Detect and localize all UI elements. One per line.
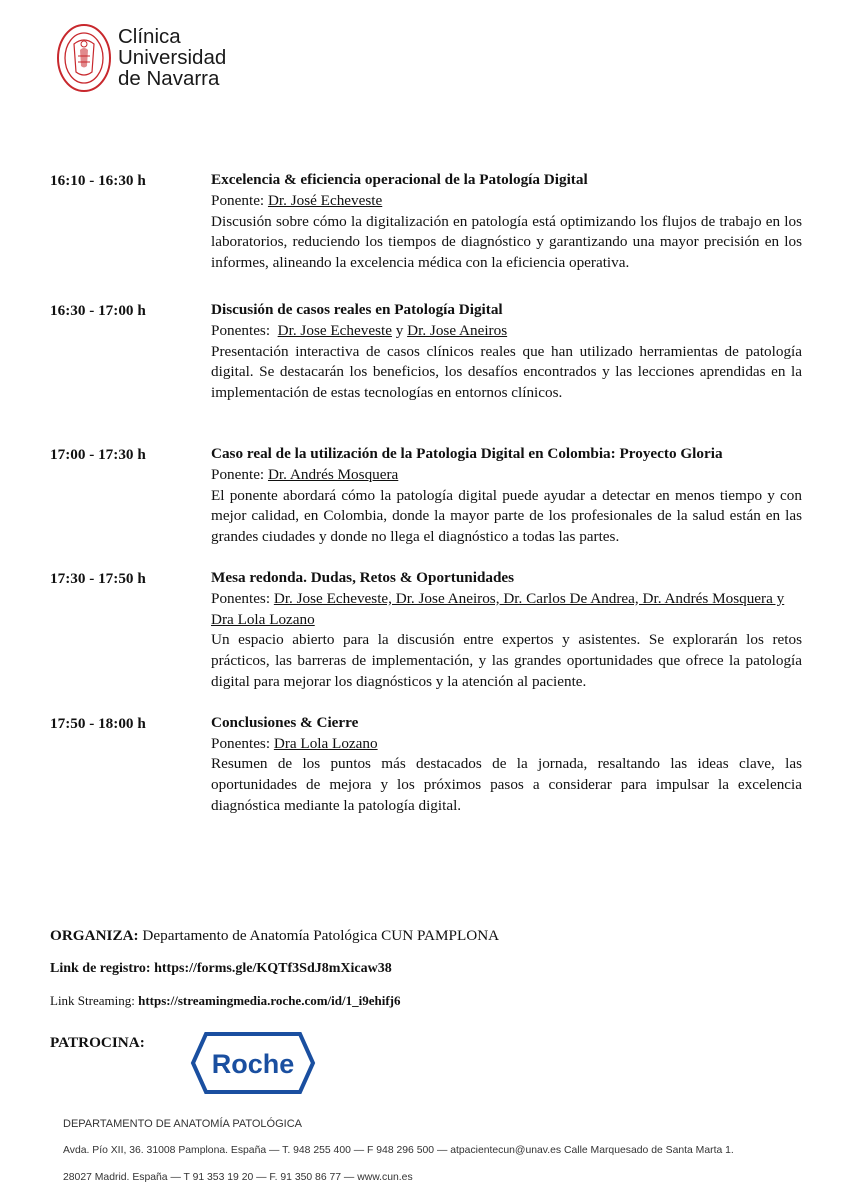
session-description: Discusión sobre cómo la digitalización en patología está optimizando los flujos de trabajo en los laboratorios, reduciendo los tiempos de diagnóstico y garantizando una mayor precisión en los informes, alineando la excelencia médica con la eficiencia operativa. bbox=[211, 212, 802, 272]
session-description: Resumen de los puntos más destacados de la jornada, resaltando las ideas clave, las oportunidades de mejora y los próximos pasos a considerar para impulsar la excelencia diagnóstica mediante la patología digital. bbox=[211, 755, 802, 814]
session-description: Presentación interactiva de casos clínicos reales que han utilizado herramientas de patología digital. Se destacarán los beneficios, los desafíos encontrados y las lecciones aprendidas en la implementación de estas tecnologías en entornos clínicos. bbox=[211, 342, 802, 402]
speaker-link: Dr. Jose Aneiros bbox=[407, 321, 508, 339]
university-seal-icon bbox=[56, 22, 112, 94]
session-title: Caso real de la utilización de la Patologia Digital en Colombia: Proyecto Gloria bbox=[211, 444, 723, 462]
session-speakers: Ponentes: Dr. Jose Echeveste y Dr. Jose Aneiros bbox=[211, 321, 508, 339]
session-description: Un espacio abierto para la discusión entre expertos y asistentes. Se explorarán los retos prácticos, las barreras de implementación, y las grandes oportunidades que ofrece la patología digital para mejorar los diagnósticos y la atención al paciente. bbox=[211, 631, 802, 690]
streaming-link[interactable]: https://streamingmedia.roche.com/id/1_i9ehifj6 bbox=[134, 993, 401, 1008]
sponsor-label: PATROCINA: bbox=[50, 1034, 145, 1051]
session-title: Conclusiones & Cierre bbox=[211, 713, 359, 731]
speaker-link: Dr. Jose Echeveste, Dr. Jose Aneiros, Dr. Carlos De Andrea, Dr. Andrés Mosquera y Dra Lola Lozano bbox=[211, 589, 785, 628]
footer-department: DEPARTAMENTO DE ANATOMÍA PATOLÓGICA bbox=[63, 1118, 302, 1130]
session-speakers: Ponentes: Dra Lola Lozano bbox=[211, 734, 378, 752]
organizer-label: ORGANIZA: bbox=[50, 927, 139, 944]
registration-link[interactable]: https://forms.gle/KQTf3SdJ8mXicaw38 bbox=[150, 961, 392, 976]
footer-address-1: Avda. Pío XII, 36. 31008 Pamplona. España — T. 948 255 400 — F 948 296 500 — atpacientecun@unav.es Calle Marquesado de Santa Marta 1. bbox=[63, 1145, 734, 1156]
session-speakers: Ponente: Dr. Andrés Mosquera bbox=[211, 465, 399, 483]
session-title: Discusión de casos reales en Patología Digital bbox=[211, 300, 503, 318]
session-description: El ponente abordará cómo la patología digital puede ayudar a detectar en menos tiempo y con mejor calidad, en Colombia, donde la mayor parte de los profesionales de la salud están en las grandes ciudades y donde no llega el diagnóstico a todas las partes. bbox=[211, 486, 802, 546]
session-time: 16:10 - 16:30 h bbox=[50, 172, 146, 189]
session-time: 17:50 - 18:00 h bbox=[50, 714, 146, 732]
session-title: Mesa redonda. Dudas, Retos & Oportunidades bbox=[211, 568, 515, 586]
speaker-link: Dr. Andrés Mosquera bbox=[267, 465, 399, 483]
session-5 bbox=[50, 713, 802, 817]
session-speakers: Ponentes: Dr. Jose Echeveste, Dr. Jose Aneiros, Dr. Carlos De Andrea, Dr. Andrés Mosquera y Dra Lola Lozano bbox=[211, 589, 785, 628]
clinic-logo bbox=[56, 22, 316, 102]
session-3 bbox=[50, 444, 802, 548]
sponsor-name: Roche bbox=[211, 1049, 295, 1079]
speaker-link: Dra Lola Lozano bbox=[273, 734, 378, 752]
session-time: 17:30 - 17:50 h bbox=[50, 569, 146, 587]
registration-label: Link de registro: bbox=[50, 961, 151, 976]
streaming-label: Link Streaming: bbox=[50, 993, 135, 1008]
streaming-line bbox=[50, 993, 401, 1009]
organizer-value: Departamento de Anatomía Patológica CUN PAMPLONA bbox=[138, 927, 500, 944]
logo-wordmark bbox=[118, 26, 226, 89]
speaker-link: Dr. Jose Echeveste bbox=[277, 321, 392, 339]
footer-address-2: 28027 Madrid. España — T 91 353 19 20 — F. 91 350 86 77 — www.cun.es bbox=[63, 1172, 413, 1183]
organizer-line bbox=[50, 927, 499, 945]
session-time: 16:30 - 17:00 h bbox=[50, 301, 146, 319]
logo-line-2: Universidad bbox=[118, 46, 227, 69]
speaker-link: Dr. José Echeveste bbox=[267, 191, 383, 209]
session-speakers: Ponente: Dr. José Echeveste bbox=[211, 191, 383, 209]
session-4 bbox=[50, 568, 802, 693]
session-2 bbox=[50, 300, 802, 404]
session-title: Excelencia & eficiencia operacional de la Patología Digital bbox=[211, 171, 588, 188]
registration-line bbox=[50, 961, 392, 977]
logo-line-3: de Navarra bbox=[118, 67, 220, 90]
session-time: 17:00 - 17:30 h bbox=[50, 445, 146, 463]
session-1 bbox=[50, 170, 802, 274]
schedule bbox=[50, 170, 802, 817]
logo-line-1: Clínica bbox=[118, 25, 181, 48]
roche-logo-icon bbox=[190, 1030, 316, 1096]
